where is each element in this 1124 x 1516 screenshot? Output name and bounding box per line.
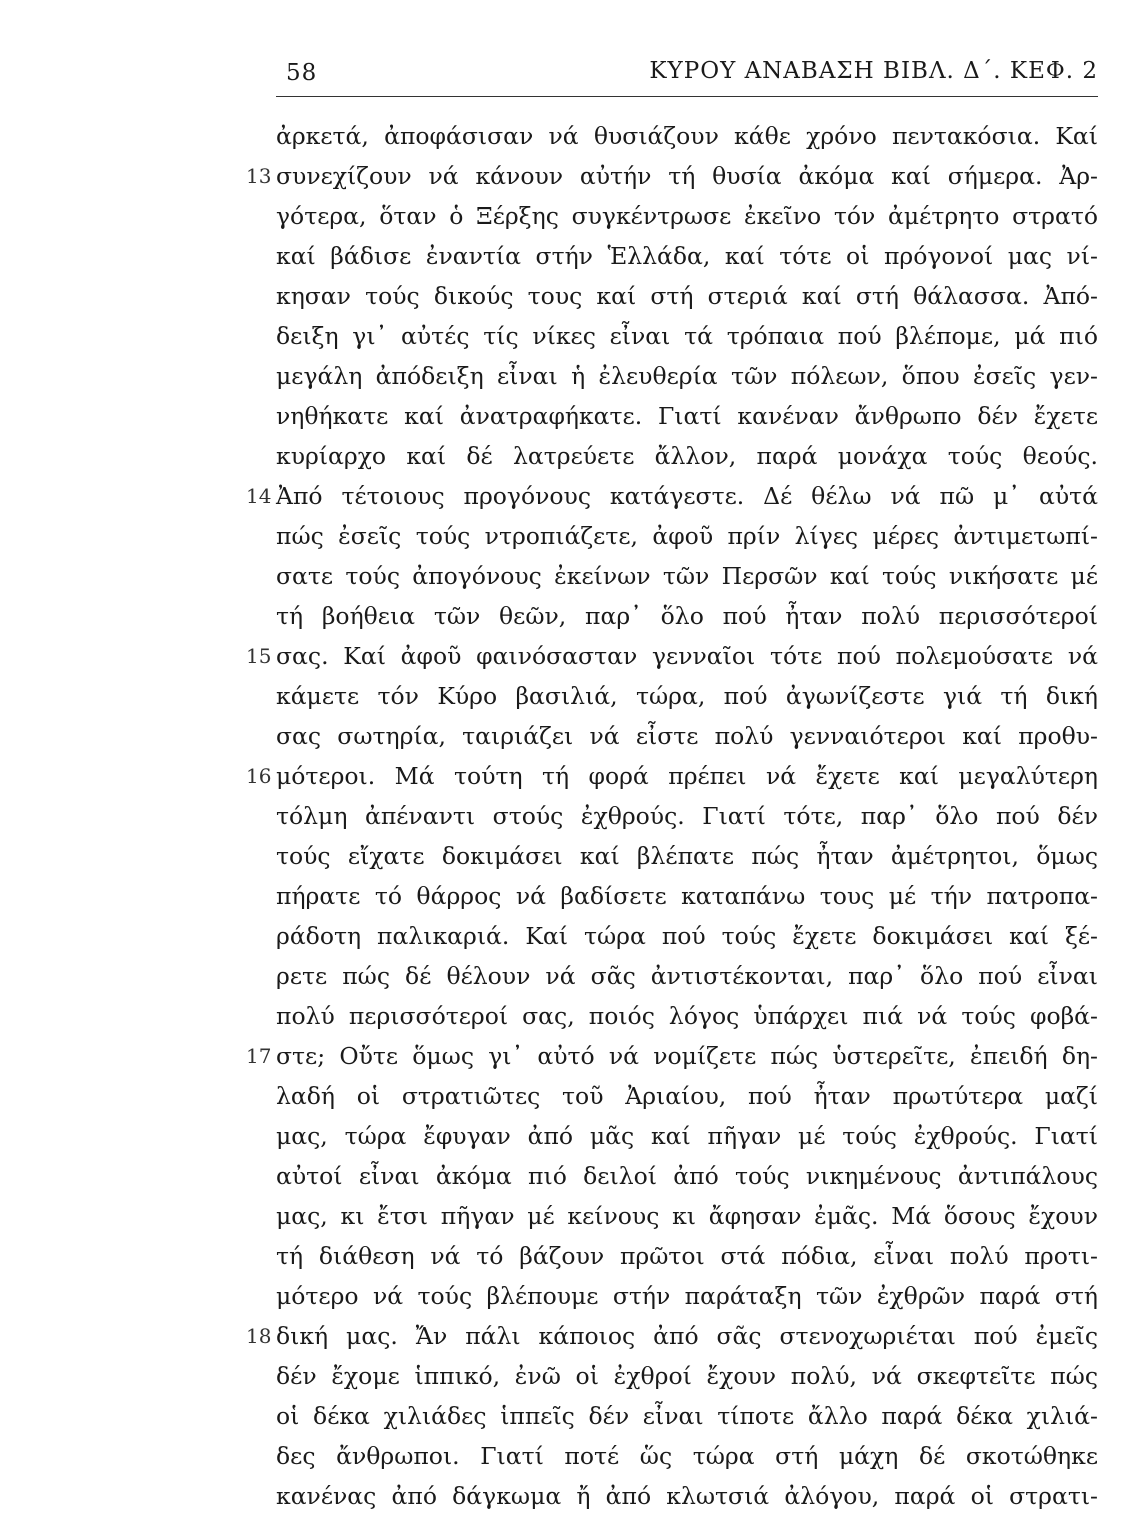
line-text: ράδοτη παλικαριά. Καί τώρα πού τούς ἔχετε δοκιμάσει καί ξέ- <box>276 922 1098 950</box>
page-header <box>276 58 1098 94</box>
line-text: λαδή οἱ στρατιῶτες τοῦ Ἀριαίου, πού ἦταν πρωτύτερα μαζί <box>276 1082 1098 1110</box>
text-line <box>276 556 1098 596</box>
section-number: 13 <box>246 164 272 188</box>
text-line <box>276 1156 1098 1196</box>
line-text: στε; Οὔτε ὅμως γι᾿ αὐτό νά νομίζετε πώς ὑστερεῖτε, ἐπειδή δη- <box>276 1042 1098 1070</box>
text-line <box>246 156 1098 196</box>
line-text: μότεροι. Μά τούτη τή φορά πρέπει νά ἔχετε καί μεγαλύτερη <box>276 762 1098 790</box>
line-text: κανένας ἀπό δάγκωμα ἤ ἀπό κλωτσιά ἀλόγου, παρά οἱ στρατι- <box>276 1482 1098 1510</box>
line-text: πολύ περισσότεροί σας, ποιός λόγος ὑπάρχει πιά νά τούς φοβά- <box>276 1002 1098 1030</box>
line-text: πώς ἐσεῖς τούς ντροπιάζετε, ἀφοῦ πρίν λίγες μέρες ἀντιμετωπί- <box>276 522 1098 550</box>
text-line <box>276 796 1098 836</box>
running-head: ΚΥΡΟΥ ΑΝΑΒΑΣΗ ΒΙΒΛ. Δ΄. ΚΕΦ. 2 <box>649 58 1098 84</box>
text-line <box>276 1076 1098 1116</box>
line-text: ρετε πώς δέ θέλουν νά σᾶς ἀντιστέκονται, παρ᾿ ὅλο πού εἶναι <box>276 962 1098 990</box>
line-text: τόλμη ἀπέναντι στούς ἐχθρούς. Γιατί τότε, παρ᾿ ὅλο πού δέν <box>276 802 1098 830</box>
text-line <box>276 876 1098 916</box>
text-line <box>246 1036 1098 1076</box>
text-line <box>276 716 1098 756</box>
text-line <box>246 756 1098 796</box>
text-line <box>276 836 1098 876</box>
text-line <box>276 676 1098 716</box>
line-text: τή διάθεση νά τό βάζουν πρῶτοι στά πόδια, εἶναι πολύ προτι- <box>276 1242 1098 1270</box>
line-text: κησαν τούς δικούς τους καί στή στεριά καί στή θάλασσα. Ἀπό- <box>276 282 1098 310</box>
text-line <box>276 1436 1098 1476</box>
text-line <box>276 596 1098 636</box>
line-text: μας, τώρα ἔφυγαν ἀπό μᾶς καί πῆγαν μέ τούς ἐχθρούς. Γιατί <box>276 1122 1098 1150</box>
line-text: μας, κι ἔτσι πῆγαν μέ κείνους κι ἄφησαν ἐμᾶς. Μά ὅσους ἔχουν <box>276 1202 1098 1230</box>
body-text <box>246 116 1098 1516</box>
line-text: δες ἄνθρωποι. Γιατί ποτέ ὥς τώρα στή μάχη δέ σκοτώθηκε <box>276 1442 1098 1470</box>
text-line <box>276 1116 1098 1156</box>
line-text: καί βάδισε ἐναντία στήν Ἑλλάδα, καί τότε οἱ πρόγονοί μας νί- <box>276 242 1098 270</box>
section-number: 15 <box>246 644 272 668</box>
section-number: 18 <box>246 1324 272 1348</box>
line-text: σας σωτηρία, ταιριάζει νά εἶστε πολύ γενναιότεροι καί προθυ- <box>276 722 1098 750</box>
text-line <box>276 276 1098 316</box>
text-line <box>276 1476 1098 1516</box>
text-line <box>276 1276 1098 1316</box>
line-text: γότερα, ὅταν ὁ Ξέρξης συγκέντρωσε ἐκεῖνο τόν ἀμέτρητο στρατό <box>276 202 1098 230</box>
line-text: κυρίαρχο καί δέ λατρεύετε ἄλλον, παρά μονάχα τούς θεούς. <box>276 442 1098 470</box>
header-rule <box>276 96 1098 97</box>
page-number: 58 <box>286 60 318 86</box>
line-text: τούς εἴχατε δοκιμάσει καί βλέπατε πώς ἦταν ἀμέτρητοι, ὅμως <box>276 842 1098 870</box>
text-line <box>246 1316 1098 1356</box>
line-text: πήρατε τό θάρρος νά βαδίσετε καταπάνω τους μέ τήν πατροπα- <box>276 882 1098 910</box>
line-text: αὐτοί εἶναι ἀκόμα πιό δειλοί ἀπό τούς νικημένους ἀντιπάλους <box>276 1162 1098 1190</box>
text-line <box>276 956 1098 996</box>
section-number: 14 <box>246 484 272 508</box>
line-text: σατε τούς ἀπογόνους ἐκείνων τῶν Περσῶν καί τούς νικήσατε μέ <box>276 562 1098 590</box>
section-number: 17 <box>246 1044 272 1068</box>
text-line <box>276 1196 1098 1236</box>
line-text: Ἀπό τέτοιους προγόνους κατάγεστε. Δέ θέλω νά πῶ μ᾿ αὐτά <box>276 482 1098 510</box>
text-line <box>276 996 1098 1036</box>
line-text: ἀρκετά, ἀποφάσισαν νά θυσιάζουν κάθε χρόνο πεντακόσια. Καί <box>276 122 1098 150</box>
line-text: δέν ἔχομε ἱππικό, ἐνῶ οἱ ἐχθροί ἔχουν πολύ, νά σκεφτεῖτε πώς <box>276 1362 1098 1390</box>
text-line <box>276 356 1098 396</box>
text-line <box>276 1396 1098 1436</box>
text-line <box>276 516 1098 556</box>
line-text: κάμετε τόν Κύρο βασιλιά, τώρα, πού ἀγωνίζεστε γιά τή δική <box>276 682 1098 710</box>
text-line <box>276 1356 1098 1396</box>
text-line <box>276 436 1098 476</box>
section-number: 16 <box>246 764 272 788</box>
text-line <box>276 116 1098 156</box>
line-text: τή βοήθεια τῶν θεῶν, παρ᾿ ὅλο πού ἦταν πολύ περισσότεροί <box>276 602 1098 630</box>
line-text: μότερο νά τούς βλέπουμε στήν παράταξη τῶν ἐχθρῶν παρά στή <box>276 1282 1098 1310</box>
text-line <box>246 636 1098 676</box>
line-text: σας. Καί ἀφοῦ φαινόσασταν γενναῖοι τότε πού πολεμούσατε νά <box>276 642 1098 670</box>
text-line <box>276 196 1098 236</box>
line-text: νηθήκατε καί ἀνατραφήκατε. Γιατί κανέναν ἄνθρωπο δέν ἔχετε <box>276 402 1098 430</box>
text-line <box>276 916 1098 956</box>
text-line <box>276 396 1098 436</box>
line-text: οἱ δέκα χιλιάδες ἱππεῖς δέν εἶναι τίποτε ἄλλο παρά δέκα χιλιά- <box>276 1402 1098 1430</box>
text-line <box>276 316 1098 356</box>
text-line <box>276 236 1098 276</box>
line-text: δειξη γι᾿ αὐτές τίς νίκες εἶναι τά τρόπαια πού βλέπομε, μά πιό <box>276 322 1098 350</box>
text-line <box>246 476 1098 516</box>
line-text: μεγάλη ἀπόδειξη εἶναι ἡ ἐλευθερία τῶν πόλεων, ὅπου ἐσεῖς γεν- <box>276 362 1098 390</box>
text-line <box>276 1236 1098 1276</box>
line-text: δική μας. Ἄν πάλι κάποιος ἀπό σᾶς στενοχωριέται πού ἐμεῖς <box>276 1322 1098 1350</box>
line-text: συνεχίζουν νά κάνουν αὐτήν τή θυσία ἀκόμα καί σήμερα. Ἀρ- <box>276 162 1098 190</box>
